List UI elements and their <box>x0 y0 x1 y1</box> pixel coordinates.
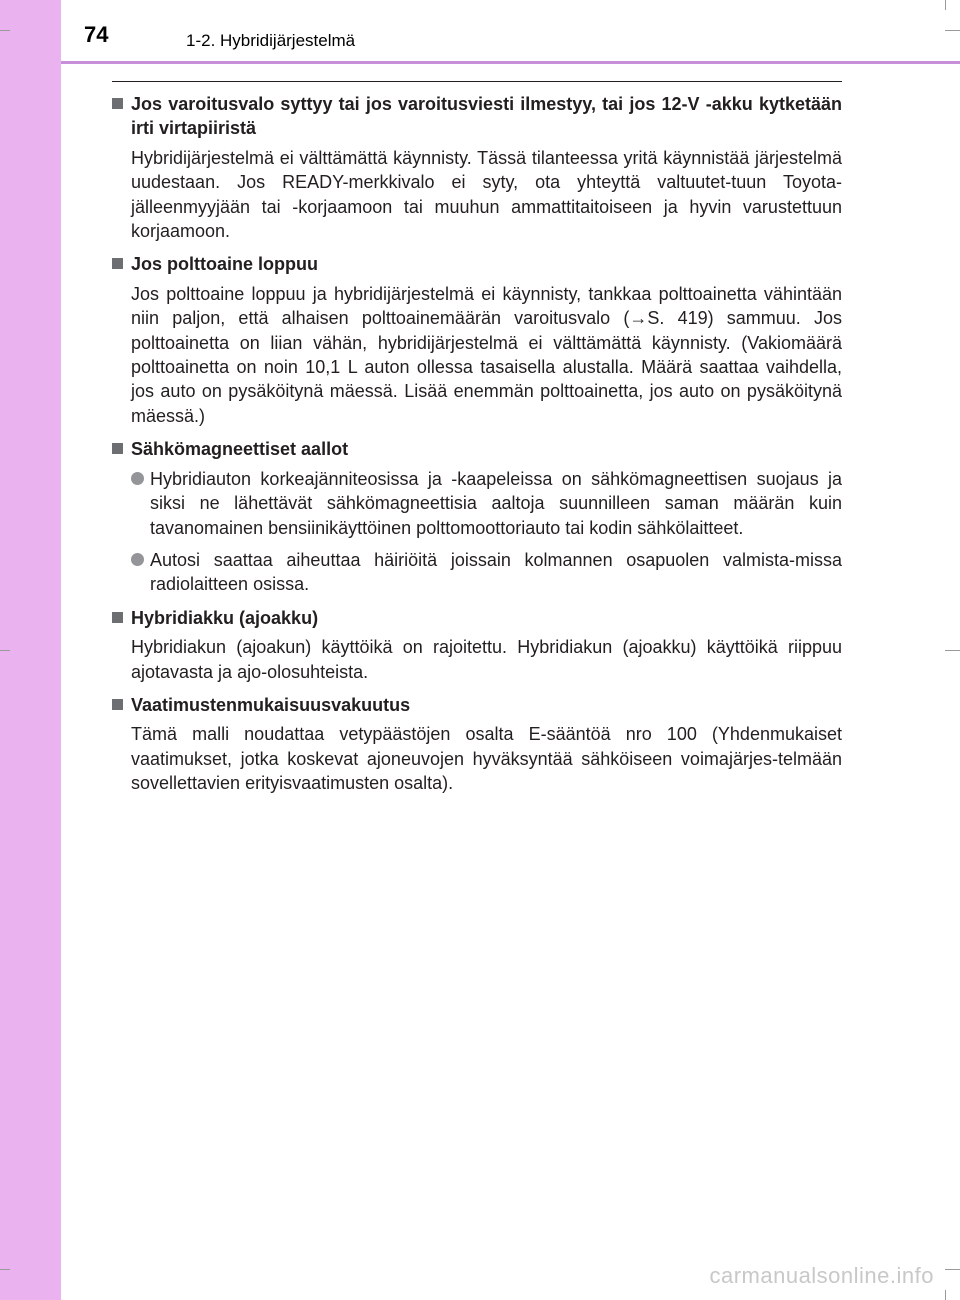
section-out-of-fuel <box>112 252 842 428</box>
square-bullet-icon <box>112 612 123 623</box>
page-content <box>112 92 842 805</box>
square-bullet-icon <box>112 443 123 454</box>
page-number: 74 <box>84 22 109 47</box>
watermark: carmanualsonline.info <box>709 1263 934 1288</box>
section-heading <box>112 252 842 276</box>
section-hybrid-battery <box>112 606 842 684</box>
section-heading-text: Jos varoitusvalo syttyy tai jos varoitusviesti ilmestyy, tai jos 12-V -akku kytketään irti virtapiiristä <box>131 94 842 139</box>
crop-mark-left-bottom <box>0 1269 10 1270</box>
crop-mark-right-top <box>945 30 960 31</box>
section-heading-text: Vaatimustenmukaisuusvakuutus <box>131 694 411 715</box>
section-title: 1-2. Hybridijärjestelmä <box>186 31 356 50</box>
section-paragraph: Hybridiakun (ajoakun) käyttöikä on rajoitettu. Hybridiakun (ajoakku) käyttöikä riippuu ajotavasta ja ajo-olosuhteista. <box>131 637 842 682</box>
crop-mark-bottom <box>945 1290 946 1300</box>
section-heading-text: Hybridiakku (ajoakku) <box>131 607 319 628</box>
crop-mark-top <box>945 0 946 10</box>
section-heading-text: Sähkömagneettiset aallot <box>131 439 349 460</box>
section-heading <box>112 693 842 717</box>
header-divider <box>61 61 960 64</box>
content-top-rule <box>112 81 842 82</box>
crop-mark-left-mid <box>0 650 10 651</box>
crop-mark-right-mid <box>945 650 960 651</box>
circle-bullet-icon <box>131 553 144 566</box>
list-item-text: Autosi saattaa aiheuttaa häiriöitä joissain kolmannen osapuolen valmista-missa radiolaitteen osissa. <box>150 549 842 595</box>
section-declaration-of-conformity <box>112 693 842 796</box>
list-item <box>131 548 842 597</box>
section-paragraph: Hybridijärjestelmä ei välttämättä käynnisty. Tässä tilanteessa yritä käynnistää järjestelmä uudestaan. Jos READY-merkkivalo ei syty, ota yhteyttä valtuutet-tuun Toyota-jälleenmyyjään tai -korjaamoon tai muuhun ammattitaitoiseen ja hyvin varustettuun korjaamoon. <box>131 147 842 242</box>
square-bullet-icon <box>112 258 123 269</box>
section-electromagnetic-waves <box>112 437 842 596</box>
section-warning-light <box>112 92 842 243</box>
circle-bullet-icon <box>131 472 144 485</box>
square-bullet-icon <box>112 699 123 710</box>
section-paragraph: Tämä malli noudattaa vetypäästöjen osalta E-sääntöä nro 100 (Yhdenmukaiset vaatimukset, jotka koskevat ajoneuvojen hyväksyntää sähköiseen voimajärjes-telmään sovellettavien erityisvaatimusten osalta). <box>131 724 842 794</box>
section-heading <box>112 606 842 630</box>
list-item-text: Hybridiauton korkeajänniteosissa ja -kaapeleissa on sähkömagneettisen suojaus ja siksi ne lähettävät sähkömagneettisia aaltoja suunnilleen saman määrän kuin tavanomainen bensiinikäyttöinen polttomoottoriauto tai kodin sähkölaitteet. <box>150 468 842 538</box>
section-heading <box>112 92 842 141</box>
crop-mark-right-bottom <box>945 1269 960 1270</box>
section-heading-text: Jos polttoaine loppuu <box>131 254 318 275</box>
crop-mark-left-top <box>0 30 10 31</box>
section-paragraph: Jos polttoaine loppuu ja hybridijärjestelmä ei käynnisty, tankkaa polttoainetta vähintään niin paljon, että alhaisen polttoainemäärän varoitusvalo (→S. 419) sammuu. Jos polttoainetta on liian vähän, hybridijärjestelmä ei välttämättä käynnisty. (Vakiomäärä polttoainetta on noin 10,1 L auton ollessa tasaisella alustalla. Määrä saattaa vaihdella, jos auto on pysäköitynä mäessä. Lisää enemmän polttoainetta, jos auto on pysäköitynä mäessä.) <box>131 283 842 426</box>
list-item <box>131 467 842 540</box>
square-bullet-icon <box>112 98 123 109</box>
section-heading <box>112 437 842 461</box>
